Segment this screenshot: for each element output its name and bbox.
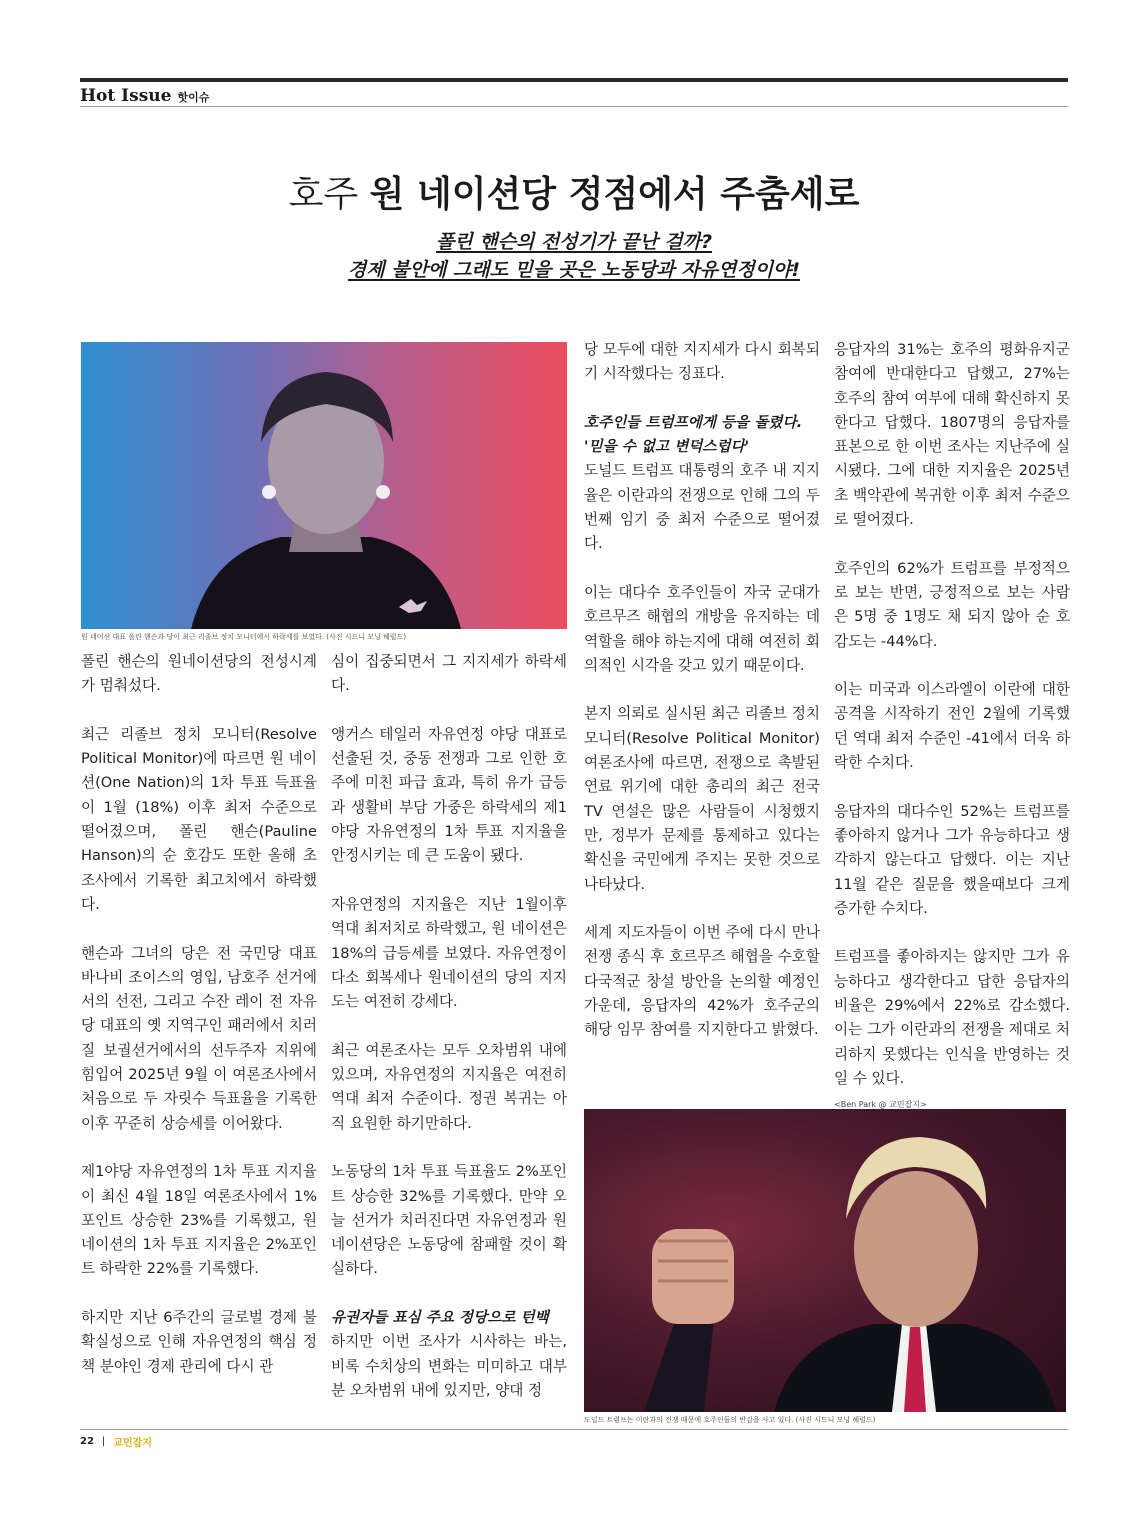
paragraph: 심이 집중되면서 그 지지세가 하락세다. <box>331 653 567 695</box>
subheading-trump-line-2: '믿을 수 없고 변덕스럽다' <box>584 438 750 456</box>
column-3 <box>584 338 820 1043</box>
paragraph: 도널드 트럼프 대통령의 호주 내 지지율은 이란과의 전쟁으로 인해 그의 두 번째 임기 중 최저 수준으로 떨어졌다. <box>584 462 820 553</box>
paragraph: 자유연정의 지지율은 지난 1월이후 역대 최저치로 하락했고, 원 네이션은 18%의 급등세를 보였다. 자유연정이 다소 회복세나 원네이션의 당의 지지도는 여전히 강세다. <box>331 895 567 1011</box>
page-number: 22 <box>80 1436 94 1447</box>
paragraph: 당 모두에 대한 지지세가 다시 회복되기 시작했다는 징표다. <box>584 341 820 383</box>
column-1 <box>81 650 317 1379</box>
paragraph: 응답자의 대다수인 52%는 트럼프를 좋아하지 않거나 그가 유능하다고 생각하지 않는다고 답했다. 이는 지난 11월 같은 질문을 했을때보다 크게 증가한 수치다. <box>834 802 1070 917</box>
paragraph: 앵거스 테일러 자유연정 야당 대표로 선출된 것, 중동 전쟁과 그로 인한 호주에 미친 파급 효과, 특히 유가 급등과 생활비 부담 가중은 하락세의 제1야당 자유연정의 1차 투표 지지율을 안정시키는 데 큰 도움이 됐다. <box>331 725 567 865</box>
section-title-ko: 핫이슈 <box>177 91 210 104</box>
page-footer <box>80 1434 152 1449</box>
photo-pauline-hanson <box>81 342 567 629</box>
subheading-trump-line-1: 호주인들 트럼프에게 등을 돌렸다. <box>584 413 803 431</box>
magazine-logo: 교민잡지 <box>113 1438 152 1449</box>
paragraph: 최근 리졸브 정치 모니터(Resolve Political Monitor)에 따르면 원 네이션(One Nation)의 1차 투표 득표율이 1월 (18%) 이후 최저 수준으로 떨어졌으며, 폴린 핸슨(Pauline Hanson)의 순 호감도 또한 올해 초 조사에서 기록한 최고치에서 하락했다. <box>81 725 317 913</box>
paragraph: 노동당의 1차 투표 득표율도 2%포인트 상승한 32%를 기록했다. 만약 오늘 선거가 치러진다면 자유연정과 원 네이션당은 노동당에 참패할 것이 확실하다. <box>331 1163 567 1278</box>
column-4 <box>834 338 1070 1112</box>
article-subtitle <box>0 228 1148 284</box>
article-title <box>0 166 1148 217</box>
paragraph: 이는 대다수 호주인들이 자국 군대가 호르무즈 해협의 개방을 유지하는 데 역할을 해야 하는지에 대해 여전히 회의적인 시각을 갖고 있기 때문이다. <box>584 583 820 674</box>
paragraph: 하지만 지난 6주간의 글로벌 경제 불확실성으로 인해 자유연정의 핵심 정책 분야인 경제 관리에 다시 관 <box>81 1309 317 1375</box>
paragraph: 호주인의 62%가 트럼프를 부정적으로 보는 반면, 긍정적으로 보는 사람은 5명 중 1명도 채 되지 않아 순 호감도는 -44%다. <box>834 559 1070 650</box>
article-title-main: 원 네이션당 정점에서 주춤세로 <box>369 174 860 215</box>
paragraph: 폴린 핸슨의 원네이션당의 전성시계가 멈춰섰다. <box>81 653 317 695</box>
paragraph: 세계 지도자들이 이번 주에 다시 만나 전쟁 종식 후 호르무즈 해협을 수호할 다국적군 창설 방안을 논의할 예정인 가운데, 응답자의 42%가 호주군의 해당 임무 참여를 지지한다고 밝혔다. <box>584 924 820 1039</box>
article-title-region: 호주 <box>288 174 359 215</box>
top-rule <box>80 78 1068 82</box>
subtitle-line-2: 경제 불안에 그래도 믿을 곳은 노동당과 자유연정이야! <box>347 259 801 281</box>
author-credit: <Ben Park @ 교민잡지> <box>834 1099 927 1109</box>
paragraph: 트럼프를 좋아하지는 않지만 그가 유능하다고 생각한다고 답한 응답자의 비율은 29%에서 22%로 감소했다. 이는 그가 이란과의 전쟁을 제대로 처리하지 못했다는 인식을 반영하는 것일 수 있다. <box>834 948 1070 1087</box>
section-rule <box>80 106 1068 107</box>
section-title-en: Hot Issue <box>80 86 172 106</box>
paragraph: 제1야당 자유연정의 1차 투표 지지율이 최신 4월 18일 여론조사에서 1%포인트 상승한 23%를 기록했고, 원 네이션의 1차 투표 지지율은 2%포인트 하락한 22%를 기록했다. <box>81 1163 317 1278</box>
column-2 <box>331 650 567 1403</box>
photo1-caption: 원 네이션 대표 폴린 핸슨과 당이 최근 리졸브 정치 모니터에서 하락세를 보였다. (사진 시드니 모닝 헤럴드) <box>81 633 407 641</box>
paragraph: 응답자의 31%는 호주의 평화유지군 참여에 반대한다고 답했고, 27%는 호주의 참여 여부에 대해 확신하지 못한다고 답했다. 1807명의 응답자를 표본으로 한 이번 조사는 지난주에 실시됐다. 그에 대한 지지율은 2025년 초 백악관에 복귀한 이후 최저 수준으로 떨어졌다. <box>834 341 1070 529</box>
paragraph: 이는 미국과 이스라엘이 이란에 대한 공격을 시작하기 전인 2월에 기록했던 역대 최저 수준인 -41에서 더욱 하락한 수치다. <box>834 681 1070 772</box>
paragraph: 하지만 이번 조사가 시사하는 바는, 비록 수치상의 변화는 미미하고 대부분 오차범위 내에 있지만, 양대 정 <box>331 1333 567 1399</box>
photo2-caption: 도널드 트럼프는 이란과의 전쟁 때문에 호주인들의 반감을 사고 있다. (사진 시드니 모닝 헤럴드) <box>584 1416 876 1424</box>
footer-separator: | <box>101 1436 106 1447</box>
subtitle-line-1: 폴린 핸슨의 전성기가 끝난 걸까? <box>435 231 713 253</box>
footer-rule <box>80 1429 1068 1430</box>
paragraph: 본지 의뢰로 실시된 최근 리졸브 정치 모니터(Resolve Political Monitor) 여론조사에 따르면, 전쟁으로 촉발된 연료 위기에 대한 총리의 최근 전국 TV 연설은 많은 사람들이 시청했지만, 정부가 문제를 통제하고 있다는 확신을 국민에게 주지는 못한 것으로 나타났다. <box>584 705 820 893</box>
section-header <box>80 86 209 106</box>
subheading-voters: 유권자들 표심 주요 정당으로 턴백 <box>331 1309 549 1327</box>
paragraph: 최근 여론조사는 모두 오차범위 내에 있으며, 자유연정의 지지율은 여전히 역대 최저 수준이다. 정권 복귀는 아직 요원한 하기만하다. <box>331 1041 567 1132</box>
portrait-illustration <box>81 342 567 629</box>
paragraph: 핸슨과 그녀의 당은 전 국민당 대표 바나비 조이스의 영입, 남호주 선거에서의 선전, 그리고 수잔 레이 전 자유당 대표의 옛 지역구인 패러에서 치러질 보궐선거에서의 선두주자 지위에 힘입어 2025년 9월 이 여론조사에서 처음으로 두 자릿수 득표율을 기록한 이후 꾸준히 상승세를 이어왔다. <box>81 944 317 1132</box>
photo-donald-trump <box>584 1109 1066 1412</box>
portrait-illustration <box>584 1109 1066 1412</box>
